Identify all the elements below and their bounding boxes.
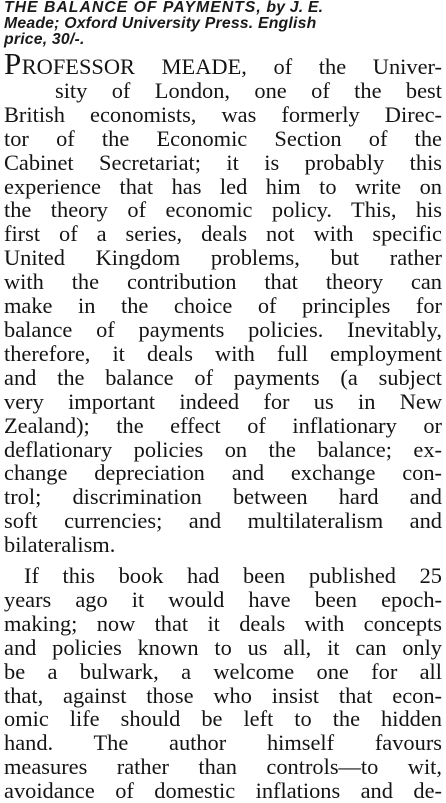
paragraph-line: hand. The author himself favours bbox=[4, 730, 442, 756]
paragraph-line: measures rather than controls—to wit, bbox=[4, 754, 442, 780]
paragraph-line: with the contribution that theory can bbox=[4, 269, 442, 295]
paragraph-line: that, against those who insist that econ- bbox=[4, 682, 442, 708]
paragraph-line: years ago it would have been epoch- bbox=[4, 586, 442, 612]
paragraph-line: make in the choice of principles for bbox=[4, 293, 442, 319]
paragraph-line: experience that has led him to write on bbox=[4, 173, 442, 199]
paragraph-line: be a bulwark, a welcome one for all bbox=[4, 658, 442, 684]
paragraph-line: If this book had been published 25 bbox=[24, 563, 442, 589]
paragraph-line: omic life should be left to the hidden bbox=[4, 706, 442, 732]
review-heading bbox=[4, 0, 442, 48]
paragraph-line: avoidance of domestic inflations and de- bbox=[4, 778, 442, 803]
paragraph-line: PROFESSOR MEADE, of the Univer- bbox=[4, 46, 442, 81]
paragraph-line: change depreciation and exchange con- bbox=[4, 460, 442, 486]
paragraph-line: balance of payments policies. Inevitably, bbox=[4, 316, 442, 342]
book-title: THE BALANCE OF PAYMENTS, bbox=[4, 0, 262, 16]
paragraph-line: Zealand); the effect of inflationary or bbox=[4, 412, 442, 438]
book-price-line: price, 30/-. bbox=[4, 31, 85, 48]
paragraph-line: British economists, was formerly Direc- bbox=[4, 101, 442, 127]
paragraph-line: tor of the Economic Section of the bbox=[4, 125, 442, 151]
paragraph-line: bilateralism. bbox=[4, 532, 116, 558]
paragraph-line: Cabinet Secretariat; it is probably this bbox=[4, 149, 442, 175]
book-publisher-line: Meade; Oxford University Press. English bbox=[4, 15, 317, 32]
review-paragraph-2 bbox=[4, 564, 442, 803]
paragraph-line: and the balance of payments (a subject bbox=[4, 364, 442, 390]
review-paragraph-1 bbox=[4, 46, 442, 558]
paragraph-line: first of a series, deals not with specific bbox=[4, 221, 442, 247]
paragraph-line: trol; discrimination between hard and bbox=[4, 484, 442, 510]
paragraph-line: very important indeed for us in New bbox=[4, 388, 442, 414]
paragraph-line: making; now that it deals with concepts bbox=[4, 610, 442, 636]
paragraph-line: the theory of economic policy. This, his bbox=[4, 197, 442, 223]
paragraph-line: deflationary policies on the balance; ex- bbox=[4, 436, 442, 462]
paragraph-line: soft currencies; and multilateralism and bbox=[4, 508, 442, 534]
book-author-byline: by J. E. bbox=[261, 0, 324, 16]
paragraph-line: therefore, it deals with full employment bbox=[4, 340, 442, 366]
paragraph-line: United Kingdom problems, but rather bbox=[4, 245, 442, 271]
paragraph-line: and policies known to us all, it can only bbox=[4, 634, 442, 660]
paragraph-line: sity of London, one of the best bbox=[55, 77, 442, 103]
drop-cap: P bbox=[4, 46, 22, 81]
